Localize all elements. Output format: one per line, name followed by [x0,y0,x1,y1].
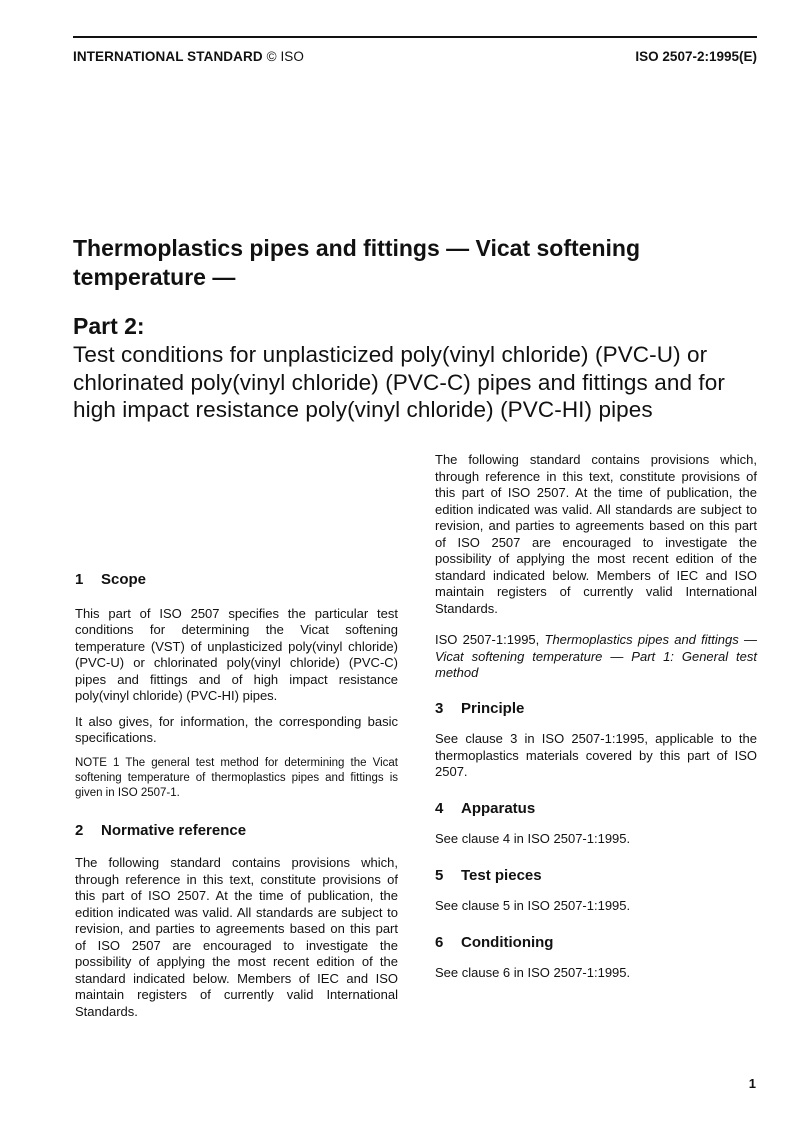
normative-paragraph-continued [435,452,757,618]
apparatus-text: See clause 4 in ISO 2507-1:1995. [435,831,631,846]
header-document-number: ISO 2507-2:1995(E) [635,49,757,64]
scope-note: NOTE 1 The general test method for determining the Vicat softening temperature of thermoplastics pipes and fittings is given in ISO 2507-1. [75,756,398,799]
normative-paragraph [75,855,398,1019]
section-heading-conditioning [435,935,757,952]
header-rule [73,36,757,38]
page-number: 1 [748,1076,756,1091]
normative-reference-entry [435,632,757,682]
right-column [435,452,757,982]
conditioning-text: See clause 6 in ISO 2507-1:1995. [435,965,631,980]
document-title: Thermoplastics pipes and fittings — Vicat softening temperature — [73,235,640,290]
principle-text: See clause 3 in ISO 2507-1:1995, applicable to the thermoplastics materials covered by this part of ISO 2507. [435,731,757,779]
scope-paragraph-2: It also gives, for information, the corresponding basic specifications. [75,713,398,745]
section-number: 2 [75,821,84,839]
section-number: 4 [435,799,444,817]
section-heading-principle [435,701,757,718]
section-title: Scope [101,571,147,588]
normative-paragraph-text: The following standard contains provisions which, through reference in this text, constitute provisions of this part of ISO 2507. At the time of publication, the edition indicated was valid. All standards are subject to revision, and parties to agreements based on this part of ISO 2507 are encouraged to investigate the possibility of applying the most recent edition of the standard indicated below. Members of IEC and ISO maintain registers of currently valid International Standards. [75,855,398,1019]
test-pieces-text: See clause 5 in ISO 2507-1:1995. [435,898,631,913]
section-number: 6 [435,933,444,951]
normative-paragraph-continuation: The following standard contains provisions which, through reference in this text, constitute provisions of this part of ISO 2507. At the time of publication, the edition indicated was valid. All standards are subject to revision, and parties to agreements based on this part of ISO 2507 are encouraged to investigate the possibility of applying the most recent edition of the standard indicated below. Members of IEC and ISO maintain registers of currently valid International Standards. [435,452,757,616]
scope-paragraph-1: This part of ISO 2507 specifies the particular test conditions for determining the Vicat softening temperature (VST) of unplasticized poly(vinyl chloride) (PVC-U) or chlorinated poly(vinyl chloride) (PVC-C) pipes and fittings and of high impact resistance poly(vinyl chloride) (PVC-HI) pipes. [75,605,398,703]
section-title: Conditioning [461,933,554,951]
reference-title: Thermoplastics pipes and fittings — Vicat softening temperature — Part 1: General test method [435,632,757,680]
section-heading-scope [75,572,398,589]
section-title: Normative reference [101,821,247,839]
left-column [75,568,398,1019]
part-subtitle: Test conditions for unplasticized poly(vinyl chloride) (PVC-U) or chlorinated poly(vinyl chloride) (PVC-C) pipes and fittings and for high impact resistance poly(vinyl chloride) (PVC-HI) pipes [73,342,725,422]
section-heading-test-pieces [435,868,757,885]
header-standard-label [73,49,304,64]
section-number: 5 [435,866,444,884]
reference-number: ISO 2507-1:1995, [435,632,540,647]
section-title: Principle [461,699,525,717]
section-heading-normative-reference [75,823,398,840]
section-title: Test pieces [461,866,542,884]
section-heading-apparatus [435,801,757,818]
section-title: Apparatus [461,799,536,817]
part-label: Part 2: [73,313,145,339]
section-number: 1 [75,571,84,588]
section-number: 3 [435,699,444,717]
header-standard-type: INTERNATIONAL STANDARD [73,49,263,64]
header-copyright: © ISO [266,49,305,64]
